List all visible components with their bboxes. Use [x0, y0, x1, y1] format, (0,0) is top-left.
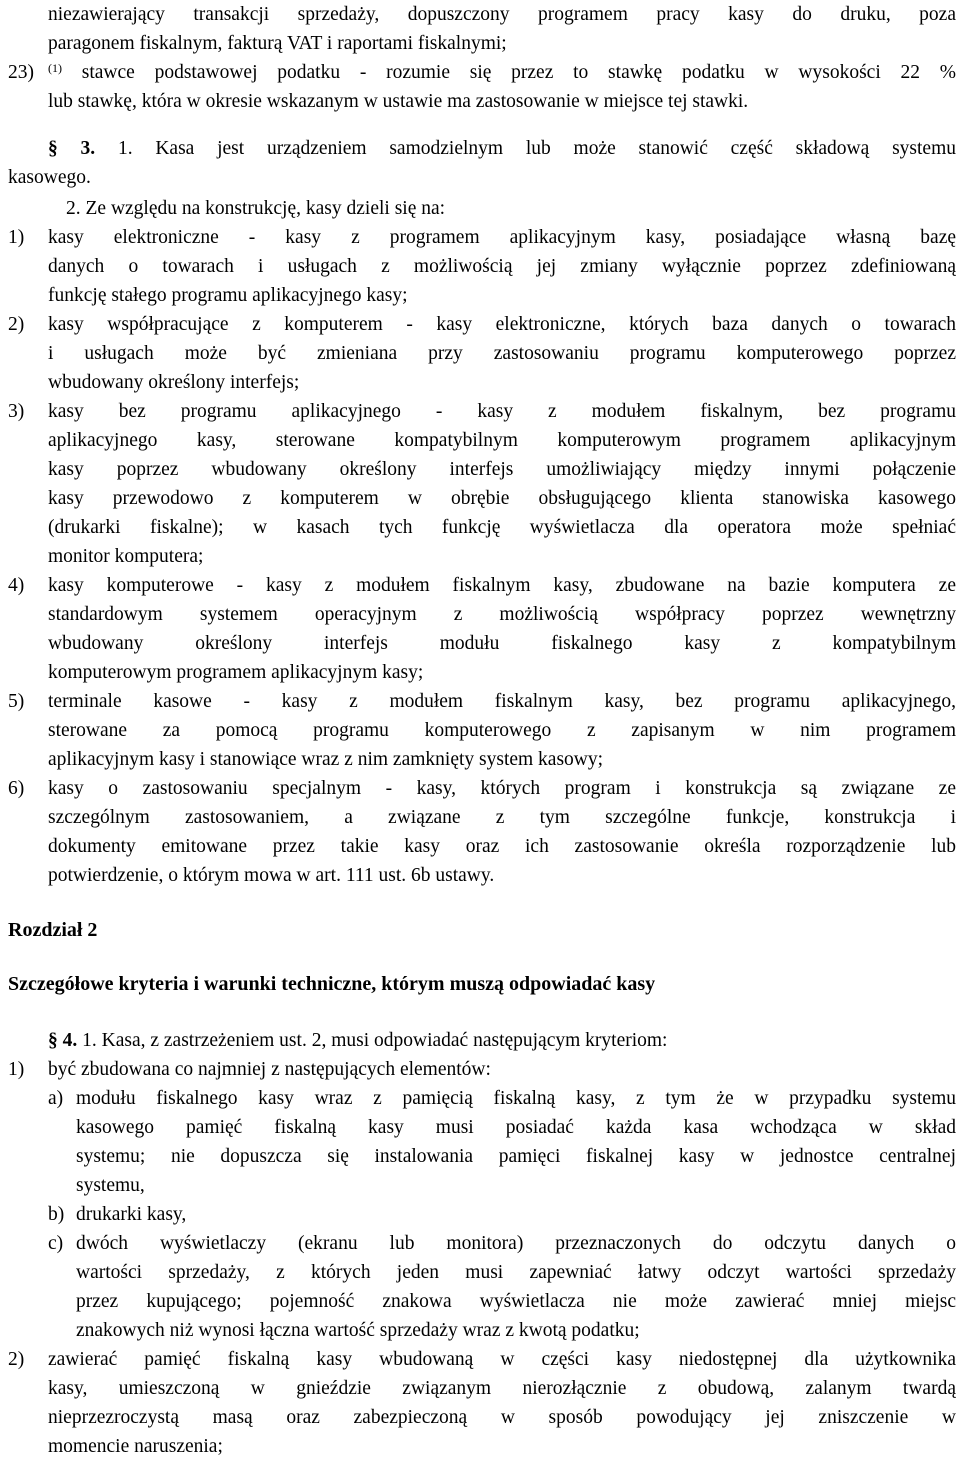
list-item-line: kasy, umieszczoną w gnieździe związanym nierozłącznie z obudową, zalanym twardą: [48, 1378, 956, 1399]
paragraph-number: 4.: [62, 1030, 78, 1051]
list-item-line: funkcję stałego programu aplikacyjnego kasy;: [48, 285, 408, 306]
list-number: 4): [8, 575, 25, 596]
list-item-line: terminale kasowe - kasy z modułem fiskalnym kasy, bez programu aplikacyjnego,: [48, 691, 956, 712]
paragraph-3-line: [48, 134, 956, 163]
list-number: 6): [8, 778, 25, 799]
sub-item-letter: c): [48, 1233, 64, 1254]
list-item-line: kasy przewodowo z komputerem w obrębie obsługującego klienta stanowiska kasowego: [48, 488, 956, 509]
list-item-line: kasy o zastosowaniu specjalnym - kasy, których program i konstrukcja są związane ze: [48, 778, 956, 799]
list-item-line: kasy bez programu aplikacyjnego - kasy z modułem fiskalnym, bez programu: [48, 401, 956, 422]
paragraph-number: 3.: [80, 138, 96, 159]
list-item-line: dokumenty emitowane przez takie kasy oraz ich zastosowanie określa rozporządzenie lub: [48, 836, 956, 857]
text-line: niezawierający transakcji sprzedaży, dopuszczony programem pracy kasy do druku, poza: [48, 4, 956, 25]
list-item-line: standardowym systemem operacyjnym z możliwością współpracy poprzez wewnętrzny: [48, 604, 956, 625]
paragraph-4-line: [48, 1026, 956, 1055]
text-line: paragonem fiskalnym, fakturą VAT i raportami fiskalnymi;: [48, 33, 507, 54]
list-item-line: aplikacyjnym kasy i stanowiące wraz z nim zamknięty system kasowy;: [48, 749, 604, 770]
list-number: 2): [8, 1349, 25, 1370]
list-number: 23): [8, 62, 34, 83]
section-sign: §: [48, 138, 58, 159]
list-item-line: kasy elektroniczne - kasy z programem aplikacyjnym kasy, posiadające własną bazę: [48, 227, 956, 248]
list-item-line: (drukarki fiskalne); w kasach tych funkcję wyświetlacza dla operatora może spełniać: [48, 517, 956, 538]
list-item-line: kasy poprzez wbudowany określony interfejs umożliwiający między innymi połączenie: [48, 459, 956, 480]
sub-item-letter: a): [48, 1088, 64, 1109]
chapter-heading: Rozdział 2: [8, 919, 98, 941]
list-item-line: komputerowym programem aplikacyjnym kasy;: [48, 662, 424, 683]
list-item-text: być zbudowana co najmniej z następujących elementów:: [48, 1059, 491, 1080]
paragraph-text: Kasa jest urządzeniem samodzielnym lub może stanowić część składową systemu: [155, 138, 956, 159]
sub-item-line: systemu,: [76, 1175, 145, 1196]
point-text: Ze względu na konstrukcję, kasy dzieli się na:: [85, 198, 446, 219]
list-number: 1): [8, 1059, 25, 1080]
list-item-line: i usługach może być zmieniana przy zastosowaniu programu komputerowego poprzez: [48, 343, 956, 364]
section-sign: §: [48, 1030, 58, 1051]
list-item-line: kasy komputerowe - kasy z modułem fiskalnym kasy, zbudowane na bazie komputera ze: [48, 575, 956, 596]
list-item-line: monitor komputera;: [48, 546, 204, 567]
footnote-marker: (1): [48, 61, 62, 75]
list-item-line: wbudowany określony interfejs;: [48, 372, 300, 393]
list-number: 3): [8, 401, 25, 422]
point-number: 2.: [66, 198, 81, 219]
list-item-line: kasy współpracujące z komputerem - kasy elektroniczne, których baza danych o towarach: [48, 314, 956, 335]
sub-item-line: modułu fiskalnego kasy wraz z pamięcią fiskalną kasy, z tym że w przypadku systemu: [76, 1088, 956, 1109]
list-item-line: wbudowany określony interfejs modułu fiskalnego kasy z kompatybilnym: [48, 633, 956, 654]
list-item-line: momencie naruszenia;: [48, 1436, 223, 1457]
text-line: kasowego.: [8, 167, 91, 188]
definition-text: stawce podstawowej podatku - rozumie się przez to stawkę podatku w wysokości 22 %: [81, 62, 956, 83]
list-item-line: zawierać pamięć fiskalną kasy wbudowaną w części kasy niedostępnej dla użytkownika: [48, 1349, 956, 1370]
point-2-line: [66, 194, 956, 223]
list-item-line: potwierdzenie, o którym mowa w art. 111 ust. 6b ustawy.: [48, 865, 495, 886]
sub-item-line: kasowego pamięć fiskalną kasy musi posiadać każda kasa wchodząca w skład: [76, 1117, 956, 1138]
chapter-title: Szczegółowe kryteria i warunki techniczne, którym muszą odpowiadać kasy: [8, 973, 656, 995]
sub-item-line: znakowych niż wynosi łączna wartość sprzedaży wraz z kwotą podatku;: [76, 1320, 640, 1341]
paragraph-text: 1. Kasa, z zastrzeżeniem ust. 2, musi odpowiadać następującym kryteriom:: [82, 1030, 668, 1051]
definition-line: [48, 58, 956, 87]
sub-item-line: przez kupującego; pojemność znakowa wyświetlacza nie może zawierać mniej miejsc: [76, 1291, 956, 1312]
sub-item-line: wartości sprzedaży, z których jeden musi zapewniać łatwy odczyt wartości sprzedaży: [76, 1262, 956, 1283]
list-item-line: nieprzezroczystą masą oraz zabezpieczoną w sposób powodujący jej zniszczenie w: [48, 1407, 956, 1428]
list-item-line: szczególnym zastosowaniem, a związane z tym szczególne funkcje, konstrukcja i: [48, 807, 956, 828]
definition-line: lub stawkę, która w okresie wskazanym w ustawie ma zastosowanie w miejsce tej stawki.: [48, 91, 749, 112]
point-number: 1.: [117, 138, 133, 159]
sub-item-line: systemu; nie dopuszcza się instalowania pamięci fiskalnej kasy w jednostce centralnej: [76, 1146, 956, 1167]
list-number: 1): [8, 227, 25, 248]
list-number: 2): [8, 314, 25, 335]
sub-item-letter: b): [48, 1204, 65, 1225]
sub-item-line: drukarki kasy,: [76, 1204, 187, 1225]
sub-item-line: dwóch wyświetlaczy (ekranu lub monitora) przeznaczonych do odczytu danych o: [76, 1233, 956, 1254]
list-number: 5): [8, 691, 25, 712]
list-item-line: danych o towarach i usługach z możliwością jej zmiany wyłącznie poprzez zdefiniowaną: [48, 256, 956, 277]
list-item-line: sterowane za pomocą programu komputerowego z zapisanym w nim programem: [48, 720, 956, 741]
list-item-line: aplikacyjnego kasy, sterowane kompatybilnym komputerowym programem aplikacyjnym: [48, 430, 956, 451]
